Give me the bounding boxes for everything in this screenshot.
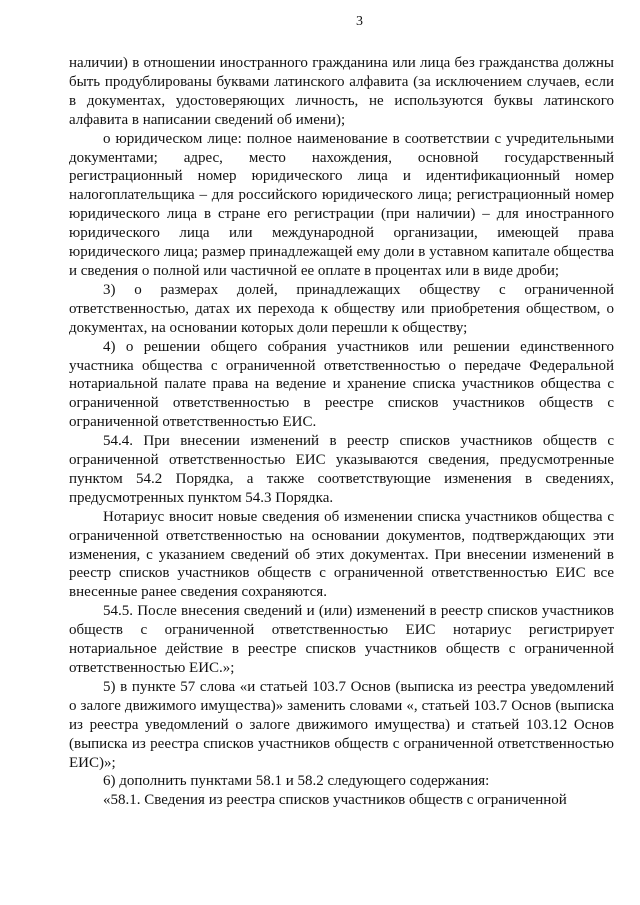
paragraph-54-4: 54.4. При внесении изменений в реестр списков участников обществ с ограниченной ответственностью ЕИС указываются сведения, предусмотренные пунктом 54.2 Порядка, а также соответствующие изменения в сведениях, предусмотренных пунктом 54.3 Порядка. — [69, 433, 614, 506]
paragraph-continuation: наличии) в отношении иностранного гражданина или лица без гражданства должны быть продублированы буквами латинского алфавита (за исключением случаев, если в документах, удостоверяющих личность, не используются буквы латинского алфавита в написании сведений об имени); — [69, 55, 614, 128]
paragraph-notary-changes: Нотариус вносит новые сведения об изменении списка участников общества с ограниченной ответственностью на основании документов, подтверждающих эти изменения, с указанием сведений об этих документах. При внесении изменений в реестр списков участников обществ с ограниченной ответственностью ЕИС все внесенные ранее сведения сохраняются. — [69, 508, 614, 601]
paragraph-item-5: 5) в пункте 57 слова «и статьей 103.7 Основ (выписка из реестра уведомлений о залоге движимого имущества)» заменить словами «, статьей 103.7 Основ (выписка из реестра уведомлений о залоге движимого имущества) и статьей 103.12 Основ (выписка из реестра списков участников обществ с ограниченной ответственностью ЕИС)»; — [69, 678, 614, 771]
paragraph-item-6: 6) дополнить пунктами 58.1 и 58.2 следующего содержания: — [103, 773, 490, 790]
paragraph-item-3: 3) о размерах долей, принадлежащих обществу с ограниченной ответственностью, датах их перехода к обществу или приобретения обществом, о документах, на основании которых доли перешли к обществу; — [69, 281, 614, 336]
document-body — [69, 54, 614, 810]
paragraph-58-1: «58.1. Сведения из реестра списков участников обществ с ограниченной — [103, 792, 567, 809]
paragraph-item-4: 4) о решении общего собрания участников или решении единственного участника общества с ограниченной ответственностью о передаче Федеральной нотариальной палате права на ведение и хранение списка участников общества с ограниченной ответственностью в реестре списков участников обществ с ограниченной ответственностью ЕИС. — [69, 338, 614, 431]
page-number: 3 — [356, 14, 363, 29]
paragraph-legal-entity: о юридическом лице: полное наименование в соответствии с учредительными документами; адрес, место нахождения, основной государственный регистрационный номер юридического лица и идентификационный номер налогоплательщика – для российского юридического лица; регистрационный номер юридического лица в стране его регистрации (при наличии) – для иностранного юридического лица или международной организации, имеющей права юридического лица; размер принадлежащей ему доли в уставном капитале общества и сведения о полной или частичной ее оплате в процентах или в виде дроби; — [69, 130, 614, 279]
paragraph-54-5: 54.5. После внесения сведений и (или) изменений в реестр списков участников обществ с ограниченной ответственностью ЕИС нотариус регистрирует нотариальное действие в реестре списков участников обществ с ограниченной ответственностью ЕИС.»; — [69, 603, 614, 676]
